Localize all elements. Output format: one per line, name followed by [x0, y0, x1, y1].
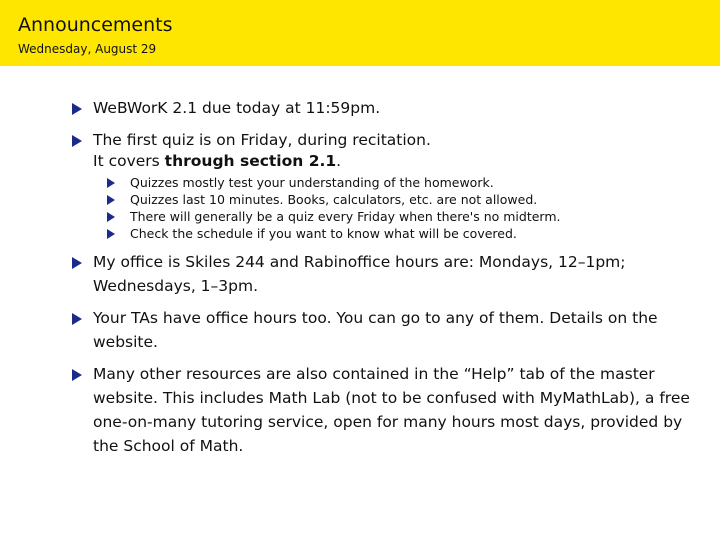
triangle-bullet-icon — [72, 369, 82, 381]
triangle-bullet-icon — [72, 257, 82, 269]
sub-item-text: Quizzes mostly test your understanding of the homework. — [130, 175, 494, 190]
list-item — [70, 250, 700, 298]
page-subtitle: Wednesday, August 29 — [18, 42, 157, 56]
item-text: Many other resources are also contained in the “Help” tab of the master website. This includes Math Lab (not to be confused with MyMathLab), a free one-on-many tutoring service, open for many hours most days, provided by the School of Math. — [93, 365, 690, 455]
item-text: My office is Skiles 244 and Rabinoffice hours are: Mondays, 12–1pm; Wednesdays, 1–3pm. — [93, 253, 626, 295]
line-2-bold: through section 2.1 — [164, 152, 337, 170]
header-bar — [0, 0, 720, 66]
list-item — [70, 306, 700, 354]
item-text — [93, 128, 700, 171]
triangle-bullet-icon — [72, 103, 82, 115]
line-2-suffix: . — [336, 152, 342, 170]
triangle-bullet-icon — [72, 135, 82, 147]
sub-item-text: Check the schedule if you want to know what will be covered. — [130, 226, 517, 241]
line-2-prefix: It covers — [93, 152, 165, 170]
triangle-bullet-icon — [107, 195, 115, 205]
sub-list-item — [93, 191, 700, 208]
list-item — [70, 96, 700, 120]
item-line-2 — [93, 152, 700, 171]
list-item — [70, 128, 700, 242]
triangle-bullet-icon — [72, 313, 82, 325]
list-item — [70, 362, 700, 458]
item-text: Your TAs have office hours too. You can go to any of them. Details on the website. — [93, 309, 658, 351]
announcement-list — [70, 96, 700, 466]
sub-list-item — [93, 174, 700, 191]
item-text: WeBWorK 2.1 due today at 11:59pm. — [93, 99, 381, 117]
sub-list-item — [93, 225, 700, 242]
sub-list-item — [93, 208, 700, 225]
triangle-bullet-icon — [107, 212, 115, 222]
sub-item-text: There will generally be a quiz every Friday when there's no midterm. — [130, 209, 561, 224]
item-line-1: The first quiz is on Friday, during recitation. — [93, 131, 431, 149]
triangle-bullet-icon — [107, 178, 115, 188]
triangle-bullet-icon — [107, 229, 115, 239]
sub-list — [93, 174, 700, 242]
page-title: Announcements — [18, 14, 173, 36]
sub-item-text: Quizzes last 10 minutes. Books, calculators, etc. are not allowed. — [130, 192, 538, 207]
